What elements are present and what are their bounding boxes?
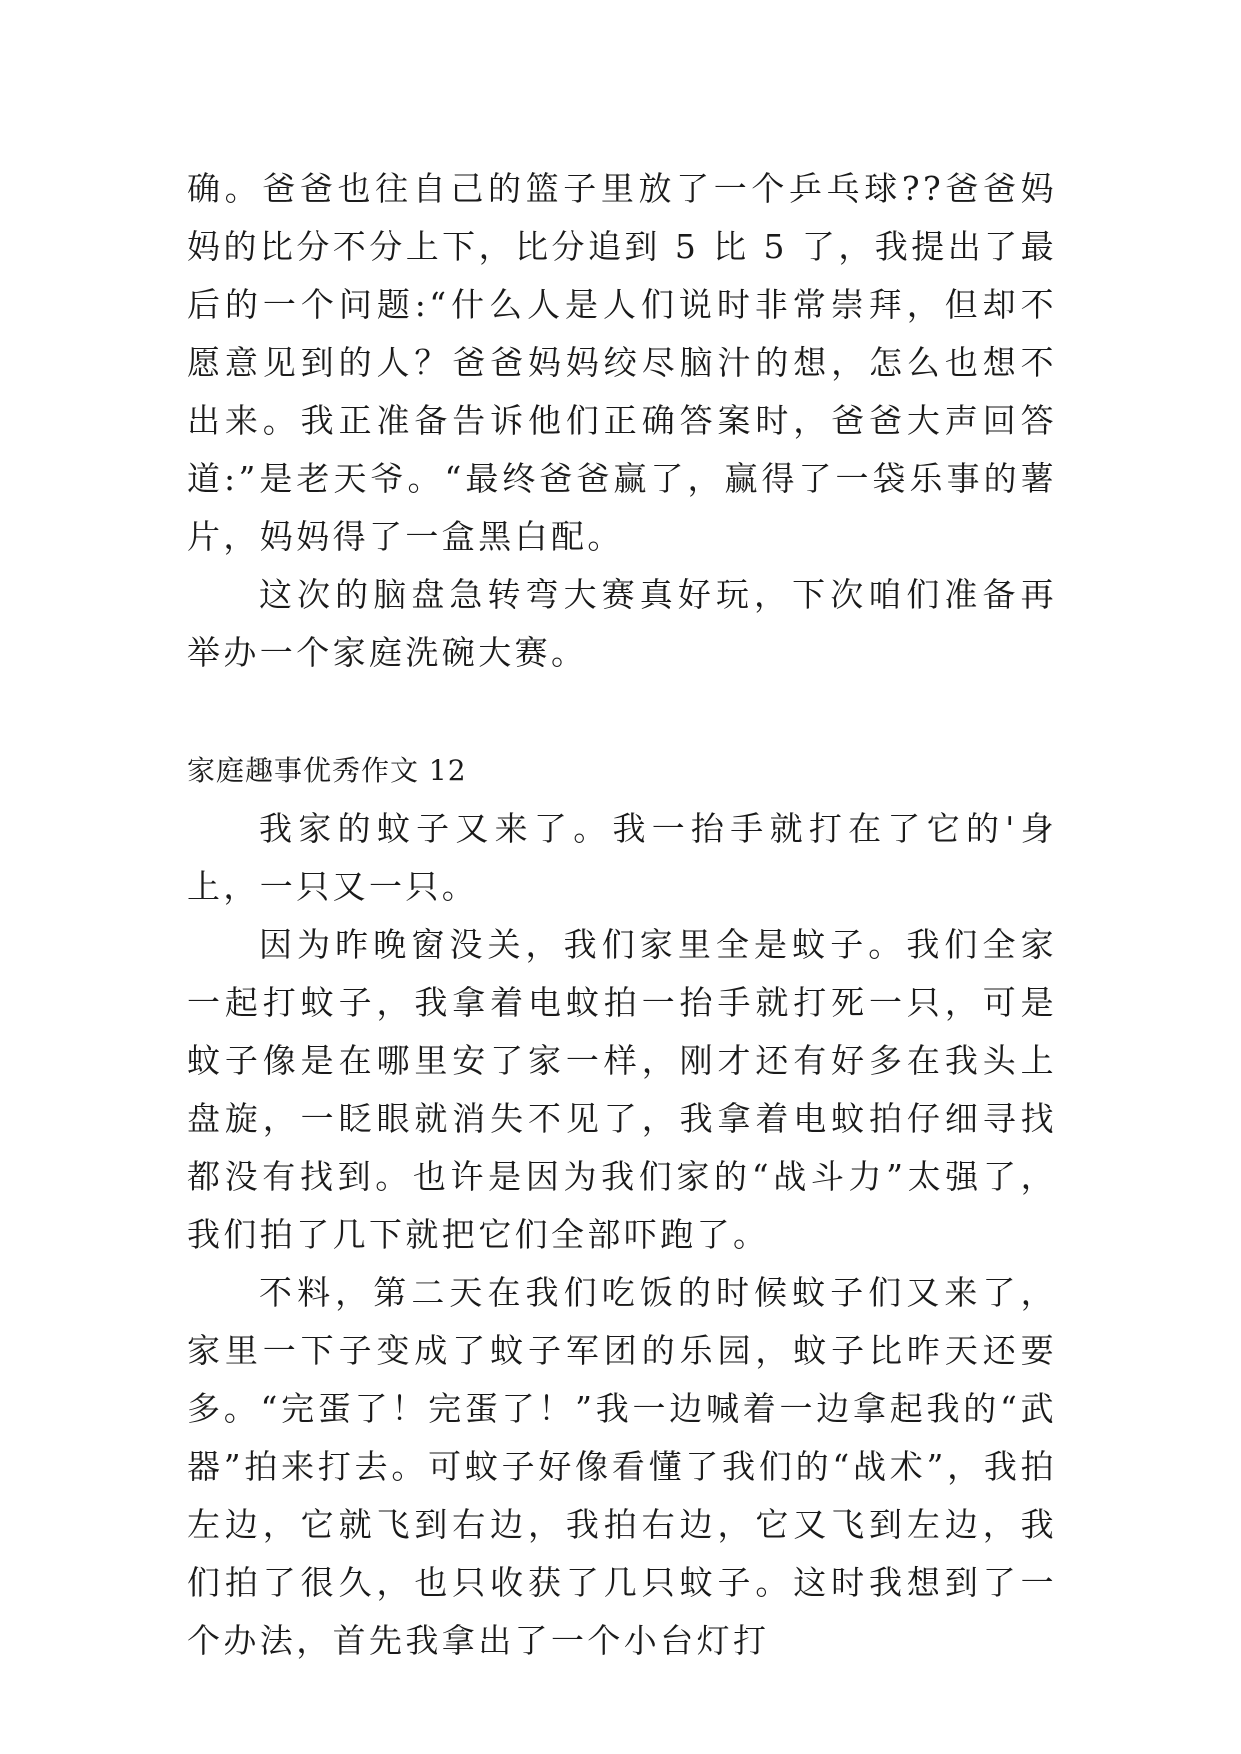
paragraph-intro: 我家的蚊子又来了。我一抬手就打在了它的'身上，一只又一只。 xyxy=(187,809,1057,906)
paragraph-body-1: 因为昨晚窗没关，我们家里全是蚊子。我们全家一起打蚊子，我拿着电蚊拍一抬手就打死一只，可是蚊子像是在哪里安了家一样，刚才还有好多在我头上盘旋，一眨眼就消失不见了，我拿着电蚊拍仔细寻找都没有找到。也许是因为我们家的“战斗力”太强了，我们拍了几下就把它们全部吓跑了。 xyxy=(187,925,1057,1254)
paragraph-continuation: 确。爸爸也往自己的篮子里放了一个乒乓球??爸爸妈妈的比分不分上下，比分追到 5 比 5 了，我提出了最后的一个问题:“什么人是人们说时非常崇拜，但却不愿意见到的人？爸爸妈妈绞尽脑汁的想，怎么也想不出来。我正准备告诉他们正确答案时，爸爸大声回答道:”是老天爷。“最终爸爸赢了，赢得了一袋乐事的薯片，妈妈得了一盒黑白配。 xyxy=(187,169,1058,556)
section-title: 家庭趣事优秀作文 12 xyxy=(187,754,467,787)
paragraph-conclusion: 这次的脑盘急转弯大赛真好玩，下次咱们准备再举办一个家庭洗碗大赛。 xyxy=(187,575,1057,672)
document-body xyxy=(187,160,1057,1670)
paragraph-body-2: 不料，第二天在我们吃饭的时候蚊子们又来了，家里一下子变成了蚊子军团的乐园，蚊子比昨天还要多。“完蛋了！完蛋了！”我一边喊着一边拿起我的“武器”拍来打去。可蚊子好像看懂了我们的“战术”，我拍左边，它就飞到右边，我拍右边，它又飞到左边，我们拍了很久，也只收获了几只蚊子。这时我想到了一个办法，首先我拿出了一个小台灯打 xyxy=(187,1273,1057,1660)
